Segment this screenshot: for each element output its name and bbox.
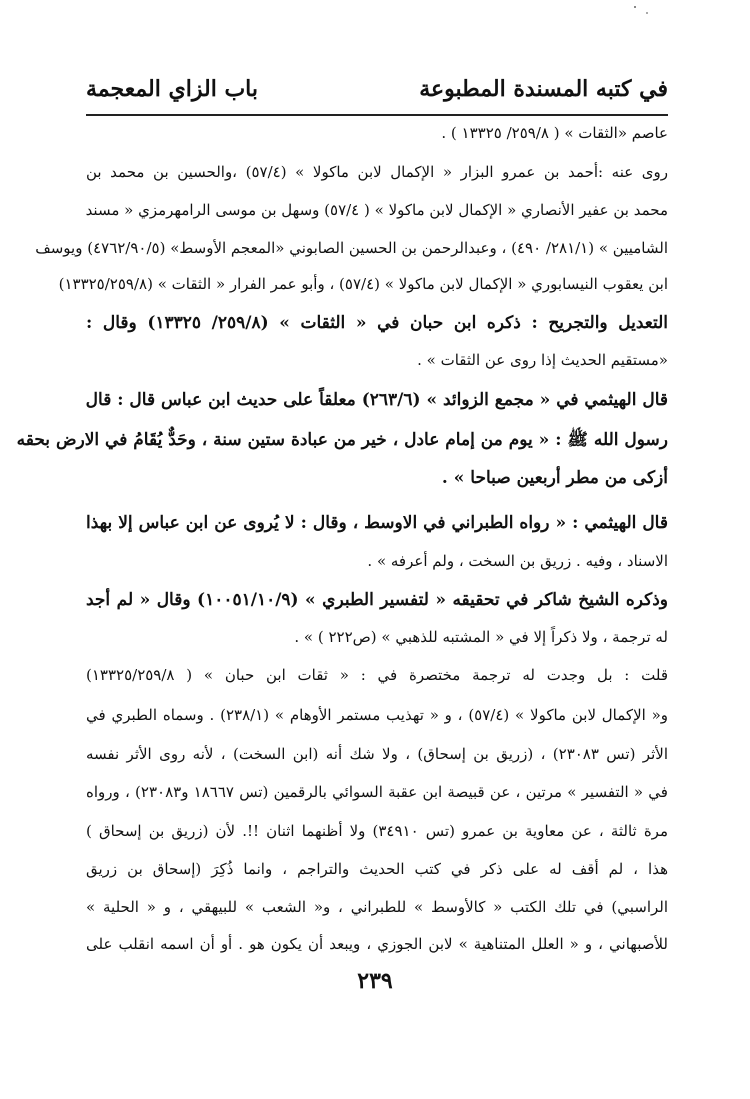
text-line: روى عنه :أحمد بن عمرو البزار « الإكمال لابن ماكولا » (٥٧/٤) ،والحسين بن محمد بن xyxy=(86,163,668,181)
text-line: قال الهيثمي في « مجمع الزوائد » (٢٦٣/٦) معلقاً على حديث ابن عباس قال : قال xyxy=(85,390,668,410)
page-number: ٢٣٩ xyxy=(357,968,393,994)
text-line: للأصبهاني ، و « العلل المتناهية » لابن الجوزي ، ويبعد أن يكون هو . أو أن اسمه انقلب على xyxy=(86,935,668,953)
text-line: الاسناد ، وفيه . زريق بن السخت ، ولم أعرفه » . xyxy=(367,552,668,570)
text-line: الراسبي) في تلك الكتب « كالأوسط » للطبراني ، و« الشعب » للبيهقي ، و « الحلية » xyxy=(86,898,668,916)
text-line: الأثر (تس ٢٣٠٨٣) ، (زريق بن إسحاق) ، ولا شك أنه (ابن السخت) ، لأنه روى الأثر نفسه xyxy=(86,745,668,763)
text-line: «مستقيم الحديث إذا روى عن الثقات » . xyxy=(417,351,668,369)
section-heading-line: التعديل والتجريح : ذكره ابن حبان في « الثقات » (٢٥٩/٨/ ١٣٣٢٥) وقال : xyxy=(86,313,668,333)
text-line: هذا ، لم أقف له على ذكر في كتب الحديث والتراجم ، وانما ذُكِرَ (إسحاق بن زريق xyxy=(86,860,668,878)
text-line: في « التفسير » مرتين ، عن قبيصة ابن عقبة السوائي بالرقمين (تس ١٨٦٦٧ و٢٣٠٨٣) ، ورواه xyxy=(86,783,668,801)
header-section-title: باب الزاي المعجمة xyxy=(86,76,259,102)
text-line: مرة ثالثة ، عن معاوية بن عمرو (تس ٣٤٩١٠) ولا أظنهما اثنان !!. لأن (زريق بن إسحاق ) xyxy=(86,822,668,840)
text-line: وذكره الشيخ شاكر في تحقيقه « لتفسير الطبري » (١٠٠٥١/١٠/٩) وقال « لم أجد xyxy=(86,590,669,610)
text-line: محمد بن عفير الأنصاري « الإكمال لابن ماكولا » ( ٥٧/٤) وسهل بن موسى الرامهرمزي « مسند xyxy=(85,201,668,219)
scan-speck xyxy=(634,6,636,8)
text-line: ابن يعقوب النيسابوري « الإكمال لابن ماكولا » (٥٧/٤) ، وأبو عمر الفرار « الثقات » (١٣٣٢٥/٢٥٩/٨) xyxy=(58,275,668,293)
scan-speck xyxy=(646,12,648,14)
text-line: قلت : بل وجدت له ترجمة مختصرة في : « ثقات ابن حبان » ( ١٣٣٢٥/٢٥٩/٨) xyxy=(86,666,668,684)
header-chapter-title: في كتبه المسندة المطبوعة xyxy=(419,76,668,102)
text-line: رسول الله ﷺ : « يوم من إمام عادل ، خير من عبادة ستين سنة ، وحَدٌّ يُقَامُ في الارض بحقه xyxy=(16,430,668,450)
text-line: أزكى من مطر أربعين صباحا » . xyxy=(441,468,668,488)
text-line: الشاميين » (٢٨١/١/ ٤٩٠) ، وعبدالرحمن بن الحسين الصابوني «المعجم الأوسط» (٤٧٦٢/٩٠/٥) ويوسف xyxy=(35,239,668,257)
text-line: قال الهيثمي : « رواه الطبراني في الاوسط ، وقال : لا يُروى عن ابن عباس إلا بهذا xyxy=(86,513,668,533)
text-line: عاصم «الثقات » ( ٢٥٩/٨/ ١٣٣٢٥ ) . xyxy=(441,124,668,142)
text-line: و« الإكمال لابن ماكولا » (٥٧/٤) ، و « تهذيب مستمر الأوهام » (٢٣٨/١) . وسماه الطبري في xyxy=(86,706,668,724)
running-header xyxy=(86,76,668,110)
header-rule xyxy=(86,114,668,116)
text-line: له ترجمة ، ولا ذكراً إلا في « المشتبه للذهبي » (ص٢٢٢ ) » . xyxy=(294,628,668,646)
